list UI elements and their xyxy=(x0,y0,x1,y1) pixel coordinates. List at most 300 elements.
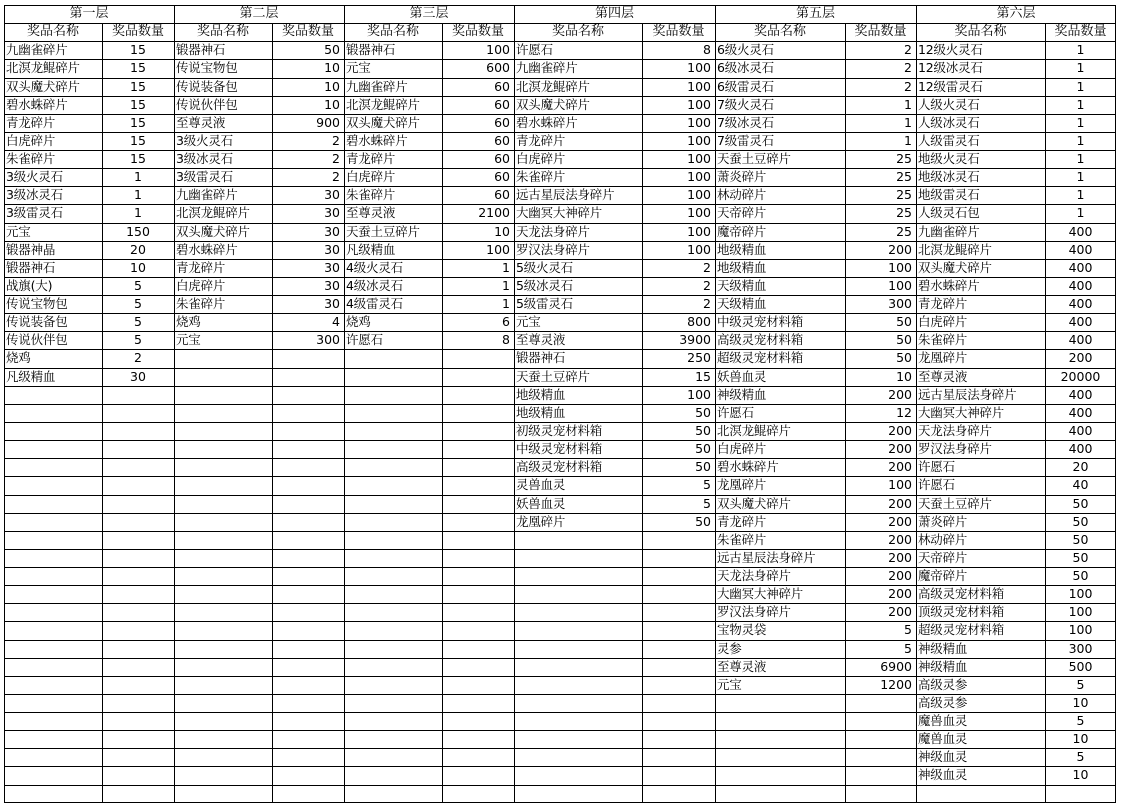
prize-name: 至尊灵液 xyxy=(176,114,226,130)
prize-qty: 25 xyxy=(896,205,912,221)
prize-qty: 100 xyxy=(687,187,711,203)
prize-name: 许愿石 xyxy=(346,332,383,348)
prize-qty: 10 xyxy=(324,78,340,94)
prize-name: 大幽冥大神碎片 xyxy=(717,586,804,602)
grid-row-line xyxy=(4,331,1116,332)
prize-qty: 200 xyxy=(888,459,912,475)
prize-qty: 5 xyxy=(1076,676,1085,692)
prize-name: 许愿石 xyxy=(918,459,955,475)
prize-name: 九幽雀碎片 xyxy=(346,78,408,94)
prize-name: 7级雷灵石 xyxy=(717,132,774,148)
grid-row-line xyxy=(4,476,1116,477)
prize-qty: 2 xyxy=(332,132,340,148)
prize-name: 龙凰碎片 xyxy=(516,513,566,529)
prize-name: 高级灵参 xyxy=(918,676,968,692)
prize-name: 白虎碎片 xyxy=(918,314,968,330)
prize-qty: 8 xyxy=(703,42,711,58)
prize-name: 九幽雀碎片 xyxy=(176,187,238,203)
prize-qty: 2 xyxy=(904,42,912,58)
prize-table xyxy=(4,5,1116,803)
prize-name: 天蚕土豆碎片 xyxy=(516,368,590,384)
layer-title: 第四层 xyxy=(594,6,634,21)
prize-qty: 10 xyxy=(324,96,340,112)
prize-name: 萧炎碎片 xyxy=(918,513,968,529)
prize-qty: 1 xyxy=(1076,187,1085,203)
column-header-qty: 奖品数量 xyxy=(652,24,705,40)
prize-name: 天蚕土豆碎片 xyxy=(918,495,992,511)
prize-qty: 200 xyxy=(888,586,912,602)
grid-row-line xyxy=(4,567,1116,568)
grid-row-line xyxy=(4,277,1116,278)
prize-name: 魔帝碎片 xyxy=(918,568,968,584)
grid-row-line xyxy=(4,386,1116,387)
grid-col-line xyxy=(442,23,443,803)
prize-name: 北溟龙鲲碎片 xyxy=(176,205,250,221)
prize-qty: 1 xyxy=(1076,96,1085,112)
prize-qty: 10 xyxy=(494,223,510,239)
prize-qty: 30 xyxy=(324,277,340,293)
prize-name: 中级灵宠材料箱 xyxy=(717,314,804,330)
grid-row-line xyxy=(4,658,1116,659)
prize-name: 双头魔犬碎片 xyxy=(176,223,250,239)
prize-qty: 30 xyxy=(324,241,340,257)
prize-name: 青龙碎片 xyxy=(176,259,226,275)
grid-col-line xyxy=(1045,23,1046,803)
prize-qty: 400 xyxy=(1068,332,1093,348)
prize-name: 锻器神石 xyxy=(346,42,396,58)
prize-qty: 200 xyxy=(888,531,912,547)
column-header-name: 奖品名称 xyxy=(26,24,79,40)
prize-qty: 1 xyxy=(502,259,510,275)
column-header-name: 奖品名称 xyxy=(954,24,1007,40)
prize-name: 凡级精血 xyxy=(6,368,56,384)
grid-row-line xyxy=(4,132,1116,133)
prize-name: 元宝 xyxy=(346,60,371,76)
prize-name: 神级精血 xyxy=(918,658,968,674)
prize-name: 天级精血 xyxy=(717,277,767,293)
prize-name: 魔帝碎片 xyxy=(717,223,767,239)
prize-name: 魔兽血灵 xyxy=(918,731,968,747)
prize-name: 高级灵参 xyxy=(918,694,968,710)
prize-name: 烧鸡 xyxy=(176,314,201,330)
prize-name: 罗汉法身碎片 xyxy=(918,441,992,457)
prize-qty: 100 xyxy=(687,78,711,94)
grid-row-line xyxy=(4,712,1116,713)
grid-row-line xyxy=(4,114,1116,115)
prize-qty: 100 xyxy=(486,42,510,58)
prize-qty: 100 xyxy=(687,60,711,76)
prize-name: 妖兽血灵 xyxy=(717,368,767,384)
prize-qty: 400 xyxy=(1068,223,1093,239)
prize-qty: 50 xyxy=(896,332,912,348)
prize-name: 12级火灵石 xyxy=(918,42,983,58)
prize-qty: 1200 xyxy=(880,676,912,692)
prize-name: 双头魔犬碎片 xyxy=(6,78,80,94)
prize-qty: 200 xyxy=(888,495,912,511)
prize-qty: 200 xyxy=(888,386,912,402)
prize-qty: 100 xyxy=(687,114,711,130)
grid-col-line xyxy=(174,5,175,803)
prize-qty: 1 xyxy=(904,132,912,148)
prize-name: 大幽冥大神碎片 xyxy=(516,205,603,221)
prize-name: 白虎碎片 xyxy=(717,441,767,457)
prize-name: 6级雷灵石 xyxy=(717,78,774,94)
prize-name: 人级冰灵石 xyxy=(918,114,980,130)
prize-qty: 4 xyxy=(332,314,340,330)
prize-qty: 25 xyxy=(896,169,912,185)
prize-qty: 50 xyxy=(695,459,711,475)
column-header-name: 奖品名称 xyxy=(196,24,249,40)
prize-qty: 60 xyxy=(494,151,510,167)
prize-name: 远古星辰法身碎片 xyxy=(918,386,1017,402)
prize-qty: 60 xyxy=(494,114,510,130)
prize-qty: 15 xyxy=(130,60,146,76)
grid-row-line xyxy=(4,422,1116,423)
layer-title: 第六层 xyxy=(996,6,1036,21)
prize-name: 碧水蛛碎片 xyxy=(918,277,980,293)
prize-name: 传说宝物包 xyxy=(176,60,238,76)
prize-name: 神级精血 xyxy=(717,386,767,402)
prize-name: 3级冰灵石 xyxy=(176,151,233,167)
grid-row-line xyxy=(4,640,1116,641)
prize-name: 双头魔犬碎片 xyxy=(918,259,992,275)
grid-row-line xyxy=(4,676,1116,677)
prize-name: 人级灵石包 xyxy=(918,205,980,221)
prize-qty: 12 xyxy=(896,404,912,420)
prize-name: 锻器神石 xyxy=(176,42,226,58)
prize-qty: 5 xyxy=(1076,749,1085,765)
prize-name: 7级冰灵石 xyxy=(717,114,774,130)
prize-name: 白虎碎片 xyxy=(6,132,56,148)
prize-name: 神级血灵 xyxy=(918,767,968,783)
prize-qty: 100 xyxy=(687,205,711,221)
grid-row-line xyxy=(4,78,1116,79)
prize-qty: 600 xyxy=(486,60,510,76)
prize-qty: 1 xyxy=(1076,132,1085,148)
prize-name: 传说宝物包 xyxy=(6,296,68,312)
grid-col-line xyxy=(514,5,515,803)
prize-qty: 50 xyxy=(1072,531,1089,547)
prize-qty: 300 xyxy=(1068,640,1093,656)
prize-qty: 400 xyxy=(1068,422,1093,438)
prize-name: 北溟龙鲲碎片 xyxy=(6,60,80,76)
grid-row-line xyxy=(4,495,1116,496)
prize-qty: 50 xyxy=(896,350,912,366)
prize-name: 龙凰碎片 xyxy=(918,350,968,366)
prize-name: 元宝 xyxy=(176,332,201,348)
grid-col-line xyxy=(916,5,917,803)
prize-name: 5级冰灵石 xyxy=(516,277,573,293)
prize-name: 青龙碎片 xyxy=(918,296,968,312)
prize-name: 林动碎片 xyxy=(717,187,767,203)
prize-name: 6级火灵石 xyxy=(717,42,774,58)
prize-qty: 1 xyxy=(1076,114,1085,130)
prize-name: 3级火灵石 xyxy=(6,169,63,185)
prize-qty: 200 xyxy=(888,513,912,529)
prize-qty: 2 xyxy=(904,78,912,94)
prize-qty: 400 xyxy=(1068,241,1093,257)
prize-name: 3级雷灵石 xyxy=(6,205,63,221)
prize-qty: 100 xyxy=(687,241,711,257)
prize-name: 至尊灵液 xyxy=(516,332,566,348)
prize-name: 灵参 xyxy=(717,640,742,656)
prize-qty: 30 xyxy=(324,296,340,312)
prize-qty: 400 xyxy=(1068,296,1093,312)
prize-qty: 15 xyxy=(130,151,146,167)
prize-qty: 1 xyxy=(1076,151,1085,167)
grid-row-line xyxy=(4,186,1116,187)
grid-row-line xyxy=(4,585,1116,586)
grid-row-line xyxy=(4,730,1116,731)
prize-name: 白虎碎片 xyxy=(516,151,566,167)
prize-name: 顶级灵宠材料箱 xyxy=(918,604,1005,620)
prize-qty: 5 xyxy=(703,477,711,493)
prize-name: 朱雀碎片 xyxy=(918,332,968,348)
grid-col-line xyxy=(845,23,846,803)
grid-row-line xyxy=(4,549,1116,550)
prize-qty: 1 xyxy=(502,296,510,312)
prize-name: 3级雷灵石 xyxy=(176,169,233,185)
prize-name: 4级火灵石 xyxy=(346,259,403,275)
grid-row-line xyxy=(4,59,1116,60)
prize-qty: 10 xyxy=(130,259,146,275)
prize-name: 神级精血 xyxy=(918,640,968,656)
prize-name: 罗汉法身碎片 xyxy=(717,604,791,620)
prize-qty: 30 xyxy=(324,205,340,221)
prize-qty: 100 xyxy=(1068,622,1093,638)
prize-qty: 800 xyxy=(687,314,711,330)
layer-title: 第一层 xyxy=(69,6,109,21)
grid-row-line xyxy=(4,96,1116,97)
prize-name: 碧水蛛碎片 xyxy=(6,96,68,112)
prize-name: 地级冰灵石 xyxy=(918,169,980,185)
prize-qty: 5 xyxy=(134,277,142,293)
prize-qty: 30 xyxy=(324,259,340,275)
prize-qty: 3900 xyxy=(679,332,711,348)
column-header-qty: 奖品数量 xyxy=(854,24,907,40)
prize-qty: 2 xyxy=(703,277,711,293)
prize-name: 人级火灵石 xyxy=(918,96,980,112)
prize-name: 12级雷灵石 xyxy=(918,78,983,94)
prize-qty: 6900 xyxy=(880,658,912,674)
grid-row-line xyxy=(4,204,1116,205)
prize-name: 中级灵宠材料箱 xyxy=(516,441,603,457)
prize-qty: 15 xyxy=(130,132,146,148)
prize-qty: 100 xyxy=(888,259,912,275)
prize-name: 超级灵宠材料箱 xyxy=(717,350,804,366)
prize-name: 双头魔犬碎片 xyxy=(717,495,791,511)
prize-name: 地级精血 xyxy=(516,404,566,420)
prize-name: 3级火灵石 xyxy=(176,132,233,148)
prize-name: 传说装备包 xyxy=(6,314,68,330)
prize-name: 锻器神石 xyxy=(516,350,566,366)
prize-qty: 100 xyxy=(687,169,711,185)
prize-name: 锻器神石 xyxy=(6,259,56,275)
grid-row-line xyxy=(4,349,1116,350)
prize-name: 天蚕土豆碎片 xyxy=(717,151,791,167)
prize-qty: 2 xyxy=(904,60,912,76)
prize-name: 九幽雀碎片 xyxy=(6,42,68,58)
prize-qty: 2 xyxy=(332,169,340,185)
prize-qty: 50 xyxy=(695,422,711,438)
grid-row-line xyxy=(4,5,1116,6)
prize-qty: 30 xyxy=(324,223,340,239)
prize-qty: 15 xyxy=(130,96,146,112)
prize-qty: 5 xyxy=(1076,713,1085,729)
prize-name: 远古星辰法身碎片 xyxy=(717,549,816,565)
prize-name: 3级冰灵石 xyxy=(6,187,63,203)
prize-name: 天龙法身碎片 xyxy=(516,223,590,239)
prize-qty: 50 xyxy=(1072,549,1089,565)
prize-qty: 100 xyxy=(888,277,912,293)
grid-row-line xyxy=(4,223,1116,224)
prize-name: 碧水蛛碎片 xyxy=(516,114,578,130)
prize-qty: 2 xyxy=(703,296,711,312)
prize-qty: 400 xyxy=(1068,277,1093,293)
prize-qty: 2 xyxy=(134,350,142,366)
prize-qty: 25 xyxy=(896,187,912,203)
prize-qty: 6 xyxy=(502,314,510,330)
prize-name: 至尊灵液 xyxy=(918,368,968,384)
prize-qty: 400 xyxy=(1068,386,1093,402)
prize-name: 北溟龙鲲碎片 xyxy=(717,422,791,438)
prize-qty: 10 xyxy=(1072,767,1089,783)
grid-row-line xyxy=(4,295,1116,296)
grid-row-line xyxy=(4,766,1116,767)
prize-qty: 100 xyxy=(888,477,912,493)
prize-name: 朱雀碎片 xyxy=(516,169,566,185)
column-header-qty: 奖品数量 xyxy=(1054,24,1107,40)
prize-name: 至尊灵液 xyxy=(717,658,767,674)
prize-name: 青龙碎片 xyxy=(6,114,56,130)
prize-name: 朱雀碎片 xyxy=(176,296,226,312)
prize-qty: 60 xyxy=(494,187,510,203)
prize-name: 高级灵宠材料箱 xyxy=(918,586,1005,602)
prize-name: 北溟龙鲲碎片 xyxy=(346,96,420,112)
prize-qty: 10 xyxy=(324,60,340,76)
prize-qty: 50 xyxy=(324,42,340,58)
prize-name: 青龙碎片 xyxy=(717,513,767,529)
grid-col-line xyxy=(715,5,716,803)
grid-row-line xyxy=(4,748,1116,749)
layer-title: 第三层 xyxy=(409,6,449,21)
prize-name: 大幽冥大神碎片 xyxy=(918,404,1005,420)
prize-name: 6级冰灵石 xyxy=(717,60,774,76)
prize-name: 九幽雀碎片 xyxy=(516,60,578,76)
prize-name: 天帝碎片 xyxy=(918,549,968,565)
prize-name: 凡级精血 xyxy=(346,241,396,257)
prize-qty: 200 xyxy=(888,241,912,257)
prize-qty: 250 xyxy=(687,350,711,366)
prize-qty: 15 xyxy=(130,114,146,130)
prize-name: 传说装备包 xyxy=(176,78,238,94)
prize-name: 远古星辰法身碎片 xyxy=(516,187,615,203)
prize-name: 灵兽血灵 xyxy=(516,477,566,493)
prize-qty: 10 xyxy=(1072,694,1089,710)
prize-qty: 25 xyxy=(896,223,912,239)
prize-name: 4级冰灵石 xyxy=(346,277,403,293)
prize-name: 碧水蛛碎片 xyxy=(717,459,779,475)
prize-qty: 2 xyxy=(332,151,340,167)
grid-row-line xyxy=(4,513,1116,514)
prize-qty: 15 xyxy=(130,78,146,94)
prize-qty: 100 xyxy=(687,96,711,112)
grid-row-line xyxy=(4,531,1116,532)
prize-qty: 5 xyxy=(703,495,711,511)
prize-name: 人级雷灵石 xyxy=(918,132,980,148)
prize-qty: 50 xyxy=(695,441,711,457)
grid-row-line xyxy=(4,41,1116,42)
prize-name: 烧鸡 xyxy=(6,350,31,366)
prize-qty: 1 xyxy=(904,114,912,130)
prize-qty: 60 xyxy=(494,78,510,94)
grid-col-line xyxy=(642,23,643,803)
prize-name: 战旗(大) xyxy=(6,277,53,293)
prize-qty: 2 xyxy=(703,259,711,275)
column-header-name: 奖品名称 xyxy=(551,24,604,40)
grid-row-line xyxy=(4,313,1116,314)
grid-row-line xyxy=(4,802,1116,803)
prize-qty: 40 xyxy=(1072,477,1089,493)
grid-row-line xyxy=(4,440,1116,441)
prize-name: 宝物灵袋 xyxy=(717,622,767,638)
grid-row-line xyxy=(4,458,1116,459)
prize-qty: 200 xyxy=(888,549,912,565)
prize-qty: 50 xyxy=(695,513,711,529)
prize-name: 朱雀碎片 xyxy=(346,187,396,203)
prize-name: 白虎碎片 xyxy=(176,277,226,293)
prize-qty: 200 xyxy=(888,422,912,438)
prize-qty: 60 xyxy=(494,169,510,185)
prize-name: 地级火灵石 xyxy=(918,151,980,167)
prize-qty: 100 xyxy=(1068,586,1093,602)
prize-qty: 30 xyxy=(130,368,146,384)
prize-name: 天级精血 xyxy=(717,296,767,312)
prize-name: 传说伙伴包 xyxy=(6,332,68,348)
prize-name: 至尊灵液 xyxy=(346,205,396,221)
prize-name: 青龙碎片 xyxy=(516,132,566,148)
prize-name: 高级灵宠材料箱 xyxy=(516,459,603,475)
prize-qty: 5 xyxy=(134,296,142,312)
prize-qty: 50 xyxy=(1072,495,1089,511)
prize-name: 白虎碎片 xyxy=(346,169,396,185)
prize-name: 12级冰灵石 xyxy=(918,60,983,76)
prize-qty: 200 xyxy=(1068,350,1093,366)
prize-qty: 1 xyxy=(1076,42,1085,58)
prize-name: 朱雀碎片 xyxy=(6,151,56,167)
prize-name: 双头魔犬碎片 xyxy=(516,96,590,112)
prize-qty: 60 xyxy=(494,96,510,112)
grid-row-line xyxy=(4,404,1116,405)
grid-col-line xyxy=(272,23,273,803)
prize-name: 天龙法身碎片 xyxy=(918,422,992,438)
prize-name: 罗汉法身碎片 xyxy=(516,241,590,257)
prize-qty: 1 xyxy=(134,169,142,185)
prize-name: 妖兽血灵 xyxy=(516,495,566,511)
column-header-name: 奖品名称 xyxy=(753,24,806,40)
prize-qty: 100 xyxy=(687,151,711,167)
prize-qty: 400 xyxy=(1068,314,1093,330)
prize-name: 北溟龙鲲碎片 xyxy=(516,78,590,94)
prize-qty: 400 xyxy=(1068,441,1093,457)
prize-qty: 60 xyxy=(494,132,510,148)
prize-qty: 1 xyxy=(1076,60,1085,76)
prize-qty: 50 xyxy=(1072,568,1089,584)
prize-name: 双头魔犬碎片 xyxy=(346,114,420,130)
prize-name: 5级雷灵石 xyxy=(516,296,573,312)
prize-qty: 200 xyxy=(888,568,912,584)
prize-name: 许愿石 xyxy=(516,42,553,58)
